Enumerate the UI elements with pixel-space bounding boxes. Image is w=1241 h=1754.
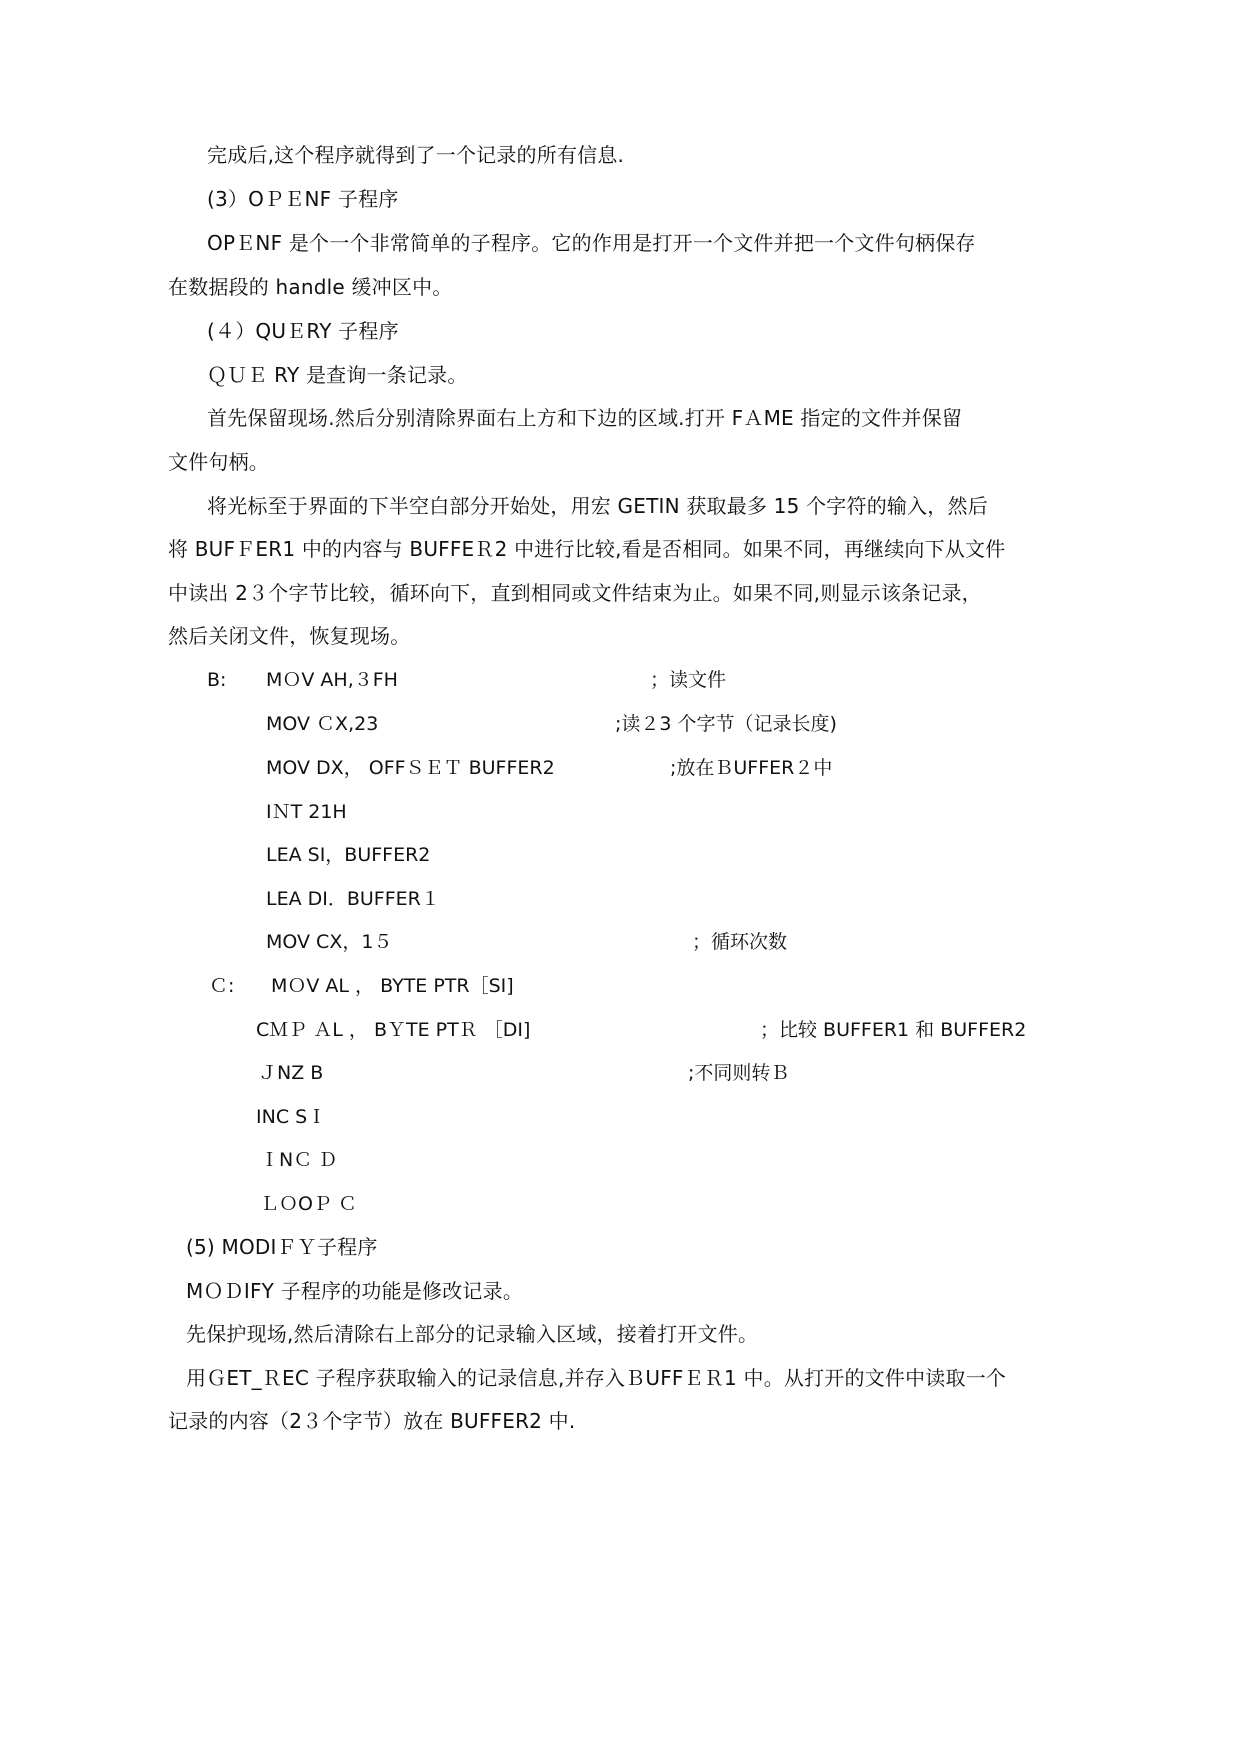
- paragraph-line: 将 BUFＦER1 中的内容与 BUFFEＲ2 中进行比较,看是否相同。如果不同，再继续向下从文件: [168, 537, 1006, 561]
- paragraph-line: 将光标至于界面的下半空白部分开始处，用宏 GETIN 获取最多 15 个字符的输入，然后: [207, 494, 988, 518]
- code-label: B:: [207, 669, 227, 691]
- code-instruction: ＩNＣ Ｄ: [260, 1149, 338, 1171]
- paragraph-line: 首先保留现场.然后分别清除界面右上方和下边的区域.打开 FＡME 指定的文件并保留: [207, 406, 963, 430]
- code-label: Ｃ:: [209, 975, 235, 997]
- code-instruction: MＯV AL ， BYTE PTR［SI]: [271, 975, 514, 997]
- code-comment: ；读文件: [650, 669, 727, 691]
- paragraph-line: MＯＤIFY 子程序的功能是修改记录。: [186, 1279, 524, 1303]
- paragraph-line: 完成后,这个程序就得到了一个记录的所有信息.: [207, 143, 625, 167]
- paragraph-line: 记录的内容（2３个字节）放在 BUFFER2 中.: [168, 1409, 576, 1433]
- code-instruction: MＯV AH,３FH: [266, 669, 398, 691]
- code-comment: ;读２3 个字节（记录长度): [615, 713, 837, 735]
- section-heading-modify: (5) MODIＦＹ子程序: [186, 1235, 378, 1259]
- paragraph-line: ＱＵＥ RY 是查询一条记录。: [207, 363, 468, 387]
- paragraph-line: 文件句柄。: [168, 450, 269, 474]
- code-comment: ；比较 BUFFER1 和 BUFFER2: [760, 1019, 1027, 1041]
- paragraph-line: 然后关闭文件，恢复现场。: [168, 624, 411, 648]
- code-comment: ；循环次数: [692, 931, 788, 953]
- paragraph-line: 用ＧET_ＲEC 子程序获取输入的记录信息,并存入ＢUFFＥＲ1 中。从打开的文件中读取一个: [186, 1366, 1007, 1390]
- code-instruction: IＮT 21H: [266, 801, 347, 823]
- code-instruction: CＭＰ ＡL ， BＹTE PTＲ ［DI]: [256, 1019, 531, 1041]
- paragraph-line: 中读出 2３个字节比较，循环向下，直到相同或文件结束为止。如果不同,则显示该条记录，: [168, 581, 982, 605]
- code-comment: ;放在ＢUFFER２中: [670, 757, 833, 779]
- code-instruction: ＪNZ B: [258, 1062, 324, 1084]
- code-instruction: MOV DX， OFFＳＥＴ BUFFER2: [266, 757, 555, 779]
- paragraph-line: 先保护现场,然后清除右上部分的记录输入区域，接着打开文件。: [186, 1322, 759, 1346]
- code-instruction: LEA SI，BUFFER2: [266, 844, 431, 866]
- code-instruction: INC SＩ: [256, 1106, 327, 1128]
- section-heading-query: (４）QUＥRY 子程序: [207, 319, 399, 343]
- code-instruction: ＬＯOＰ Ｃ: [260, 1193, 357, 1215]
- code-instruction: MOV CX，1５: [266, 931, 393, 953]
- paragraph-line: 在数据段的 handle 缓冲区中。: [168, 275, 453, 299]
- code-instruction: MOV ＣX,23: [266, 713, 379, 735]
- section-heading-openf: (3）OＰＥNF 子程序: [207, 187, 399, 211]
- paragraph-line: OPＥNF 是个一个非常简单的子程序。它的作用是打开一个文件并把一个文件句柄保存: [207, 231, 976, 255]
- code-comment: ;不同则转Ｂ: [688, 1062, 790, 1084]
- code-instruction: LEA DI．BUFFER１: [266, 888, 440, 910]
